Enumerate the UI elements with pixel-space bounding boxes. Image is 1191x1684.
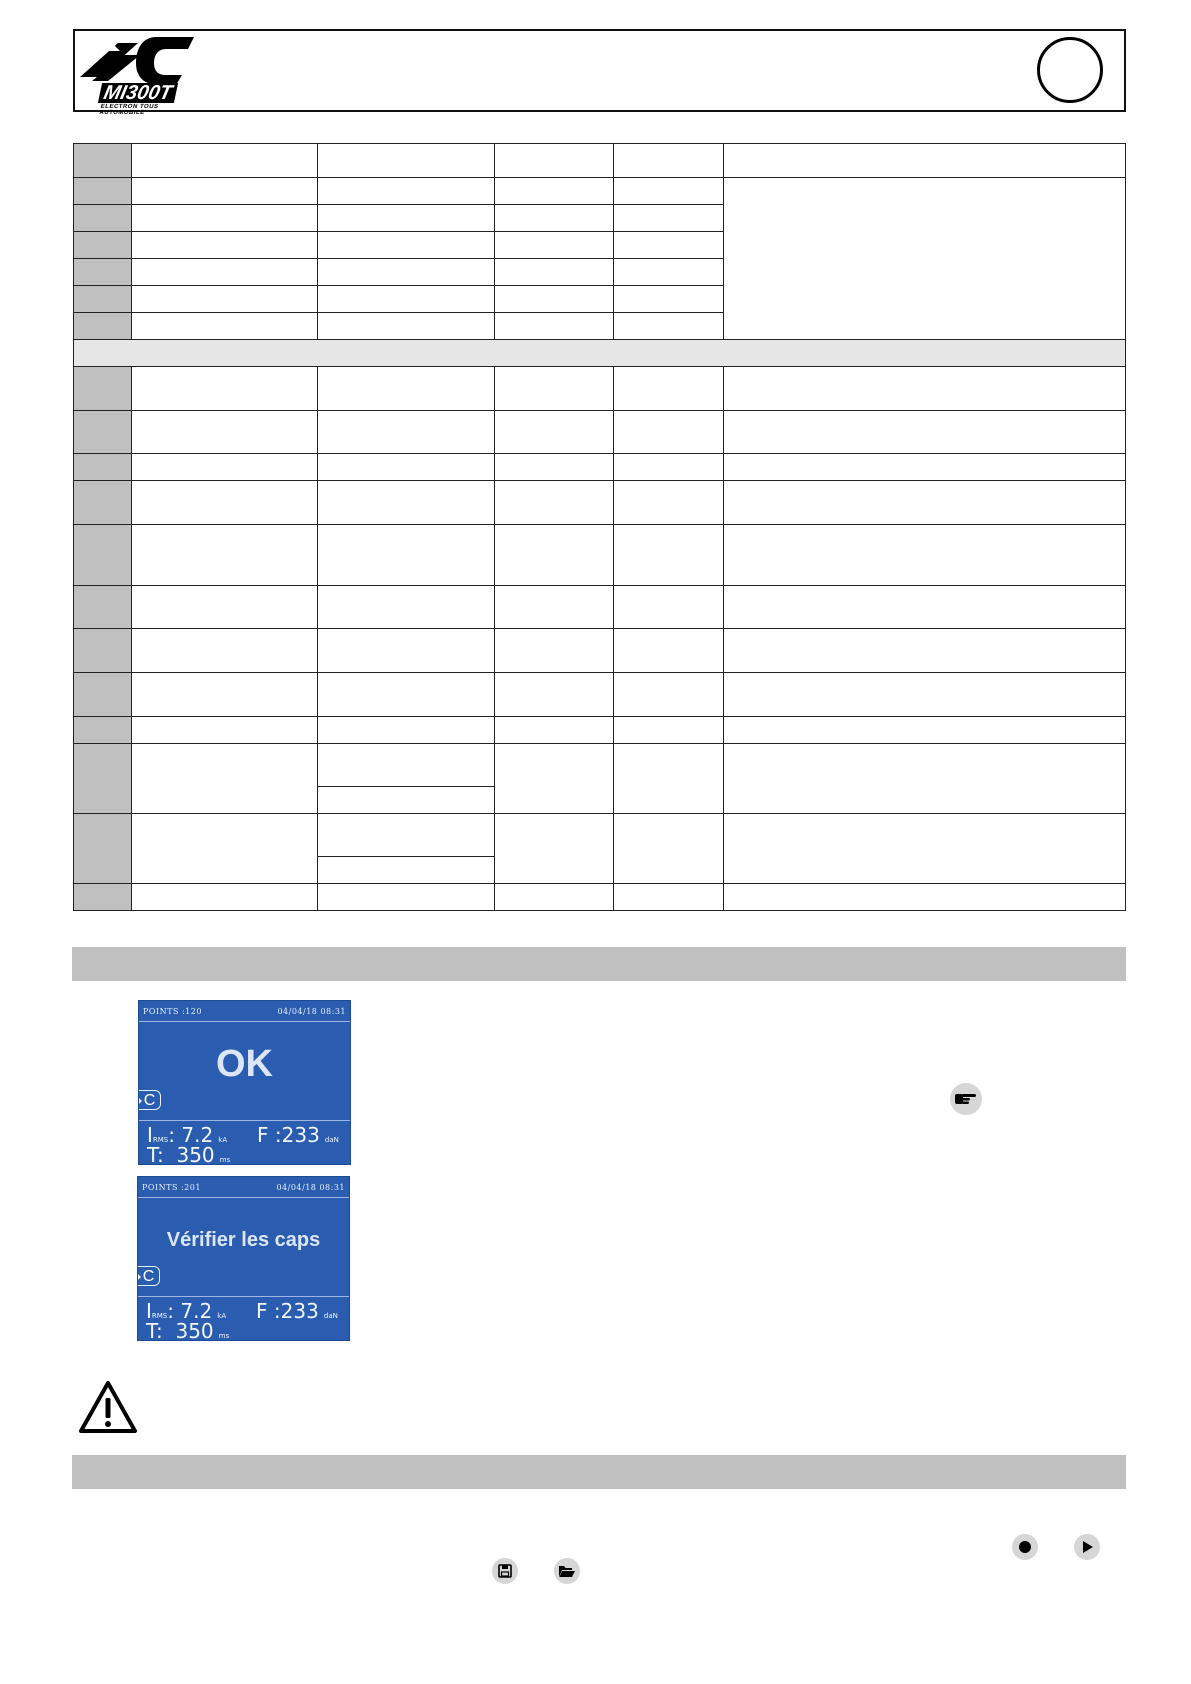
- spec-table: [73, 143, 1126, 911]
- section-heading-bar: [72, 947, 1126, 981]
- caps-counter-icon: C: [139, 1090, 161, 1110]
- lcd-screen-check-caps: [137, 1176, 350, 1341]
- logo-model: MI300T: [98, 83, 178, 103]
- current-readout: IRMS: 7.2 kA: [146, 1299, 227, 1323]
- save-icon: [492, 1558, 518, 1584]
- table-row: [74, 717, 1126, 744]
- record-icon: [1012, 1534, 1038, 1560]
- table-row: [74, 367, 1126, 411]
- table-row: [74, 178, 1126, 205]
- table-row: [74, 411, 1126, 454]
- table-row: [74, 629, 1126, 673]
- table-row: [74, 744, 1126, 787]
- language-marker: [1037, 37, 1103, 103]
- date-time: 04/04/18 08:31: [276, 1183, 345, 1192]
- status-message: Vérifier les caps: [166, 1229, 321, 1251]
- points-counter: POINTS :120: [143, 1007, 202, 1016]
- table-row: [74, 884, 1126, 911]
- force-readout: F :233 daN: [256, 1299, 338, 1323]
- lcd-divider: [139, 1021, 350, 1022]
- section-heading-bar: [72, 1455, 1126, 1489]
- table-row: [74, 525, 1126, 586]
- play-icon: [1074, 1534, 1100, 1560]
- lcd-divider: [138, 1197, 349, 1198]
- date-time: 04/04/18 08:31: [277, 1007, 346, 1016]
- lcd-divider: [138, 1296, 349, 1297]
- logo-graphic: [78, 33, 196, 89]
- lcd-status-line: [143, 1007, 346, 1016]
- logo-tagline: ELECTRON TOUS AUTOMOBILE: [98, 104, 160, 116]
- table-row: [74, 481, 1126, 525]
- pointing-hand-icon: [950, 1083, 982, 1115]
- lcd-status-line: [142, 1183, 345, 1192]
- time-readout: T: 350 ms: [147, 1143, 231, 1165]
- table-row: [74, 673, 1126, 717]
- brand-logo: [78, 33, 196, 116]
- caps-counter-icon: C: [138, 1266, 160, 1286]
- table-row: [74, 144, 1126, 178]
- lcd-divider: [139, 1120, 350, 1121]
- lcd-screen-ok: [138, 1000, 351, 1165]
- warning-triangle-icon: [78, 1380, 138, 1434]
- time-readout: T: 350 ms: [146, 1319, 230, 1341]
- status-message: OK: [216, 1043, 273, 1085]
- table-row: [74, 586, 1126, 629]
- current-readout: IRMS: 7.2 kA: [147, 1123, 228, 1147]
- table-row: [74, 814, 1126, 857]
- table-section-band: [74, 340, 1126, 367]
- force-readout: F :233 daN: [257, 1123, 339, 1147]
- page-header: [73, 29, 1126, 112]
- open-folder-icon: [554, 1558, 580, 1584]
- points-counter: POINTS :201: [142, 1183, 201, 1192]
- table-row: [74, 454, 1126, 481]
